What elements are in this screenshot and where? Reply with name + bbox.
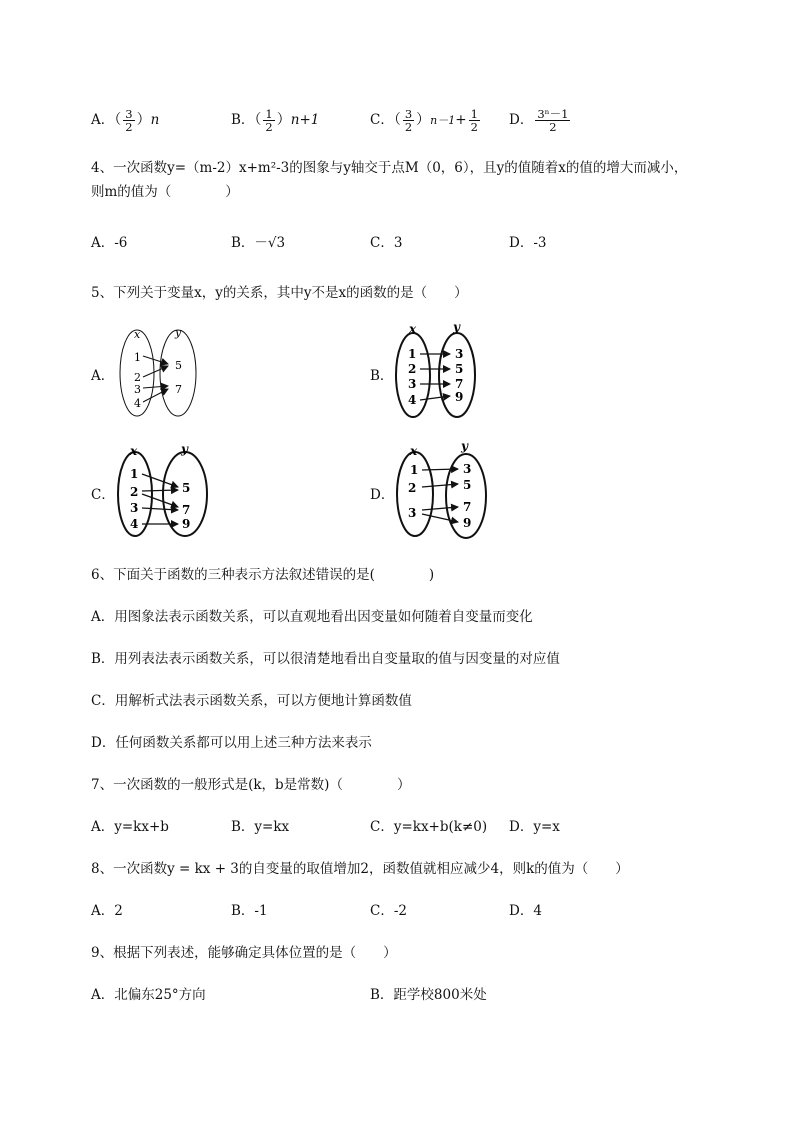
q3-option-b: B．（ $\frac{1}{2}$ ）n+1 <box>231 107 320 134</box>
diagram-a-y-label: y <box>175 326 182 339</box>
q6-option-c: C．用解析式法表示函数关系，可以方便地计算函数值 <box>91 693 412 709</box>
diagram-a-x-label: x <box>134 328 141 341</box>
q3-option-c: C．（ $\frac{3}{2}$ ）n－1+ $\frac{1}{2}$ <box>370 107 478 134</box>
diagram-a-x-ellipse <box>120 330 154 416</box>
diagram-c-x-label: x <box>130 444 138 458</box>
q5-stem: 5、下列关于变量x，y的关系，其中y不是x的函数的是（ ） <box>91 285 468 301</box>
svg-text:7: 7 <box>175 383 182 396</box>
q7-option-a: A．y=kx+b <box>91 819 169 835</box>
svg-text:9: 9 <box>455 390 464 404</box>
svg-text:4: 4 <box>130 517 139 531</box>
svg-text:5: 5 <box>455 362 464 376</box>
q4-option-a: A．-6 <box>91 235 128 251</box>
q6-option-d: D．任何函数关系都可以用上述三种方法来表示 <box>91 735 372 751</box>
svg-text:3: 3 <box>130 501 139 515</box>
diagram-d-y-label: y <box>461 439 468 453</box>
svg-text:3: 3 <box>455 347 464 361</box>
q6-stem: 6、下面关于函数的三种表示方法叙述错误的是( ) <box>91 567 435 583</box>
svg-text:9: 9 <box>463 516 472 530</box>
svg-text:7: 7 <box>455 377 464 391</box>
svg-text:1: 1 <box>130 467 139 481</box>
svg-text:2: 2 <box>134 371 141 384</box>
diagram-d-y-ellipse <box>446 454 486 538</box>
q4-stem-line2: 则m的值为（ ） <box>91 184 239 200</box>
svg-text:3: 3 <box>408 377 417 391</box>
diagram-c <box>118 452 207 536</box>
diagram-b-y-ellipse <box>439 333 475 417</box>
svg-text:1: 1 <box>408 347 417 361</box>
q9-option-a: A．北偏东25°方向 <box>91 987 206 1003</box>
svg-text:5: 5 <box>463 478 472 492</box>
q3-option-d-fraction: $\frac{\text{3ⁿ－1}}{2}$ <box>537 107 569 134</box>
q6-option-b: B．用列表法表示函数关系，可以很清楚地看出自变量取的值与因变量的对应值 <box>91 651 560 667</box>
svg-text:3: 3 <box>463 462 472 476</box>
q3-option-a-fraction: $\frac{3}{2}$ <box>125 107 133 134</box>
svg-text:1: 1 <box>134 351 141 364</box>
svg-text:2: 2 <box>408 481 417 495</box>
svg-text:9: 9 <box>182 517 191 531</box>
q6-option-a: A．用图象法表示函数关系，可以直观地看出因变量如何随着自变量而变化 <box>91 609 533 625</box>
q8-stem: 8、一次函数y = kx + 3的自变量的取值增加2，函数值就相应减少4，则k的值为（ ） <box>91 861 629 877</box>
q4-option-d: D．-3 <box>509 235 547 251</box>
svg-text:3: 3 <box>408 506 417 520</box>
q5-label-d: D． <box>370 487 395 503</box>
svg-text:5: 5 <box>182 481 191 495</box>
q5-label-c: C． <box>91 487 115 503</box>
diagram-c-y-label: y <box>181 442 188 456</box>
q3-option-a: A．（ $\frac{3}{2}$ ）n <box>91 107 160 134</box>
q7-option-c: C．y=kx+b(k≠0) <box>370 819 488 835</box>
q5-label-a: A． <box>91 368 115 384</box>
q8-option-c: C．-2 <box>370 903 407 919</box>
q3-option-a-label: A． <box>91 112 115 128</box>
q3-option-b-fraction: $\frac{1}{2}$ <box>265 107 273 134</box>
diagram-c-y-ellipse <box>163 452 207 536</box>
diagram-c-x-ellipse <box>118 452 152 536</box>
diagram-a-y-ellipse <box>160 330 196 416</box>
q7-option-b: B．y=kx <box>231 819 290 835</box>
svg-text:3: 3 <box>134 383 141 396</box>
diagram-d <box>397 452 486 538</box>
q3-option-c-half: $\frac{1}{2}$ <box>470 107 478 134</box>
q9-option-b: B．距学校800米处 <box>370 987 487 1003</box>
svg-text:2: 2 <box>408 362 417 376</box>
diagram-d-x-ellipse <box>397 452 433 536</box>
diagram-b-x-label: x <box>409 322 417 336</box>
q8-option-a: A．2 <box>91 903 123 919</box>
q8-option-d: D．4 <box>509 903 542 919</box>
q3-option-c-fraction: $\frac{3}{2}$ <box>404 107 413 134</box>
svg-text:4: 4 <box>408 393 417 407</box>
svg-text:4: 4 <box>134 397 141 410</box>
q5-label-b: B． <box>370 368 394 384</box>
q7-stem: 7、一次函数的一般形式是(k，b是常数)（ ） <box>91 777 411 793</box>
q7-option-d: D．y=x <box>509 819 560 835</box>
svg-text:1: 1 <box>410 463 419 477</box>
diagram-d-x-label: x <box>410 444 418 458</box>
diagram-a <box>120 330 196 416</box>
q4-stem-line1: 4、一次函数y=（m-2）x+m²-3的图象与y轴交于点M（0，6），且y的值随着x的值的增大而减小， <box>91 160 688 176</box>
svg-text:2: 2 <box>130 485 139 499</box>
q3-option-d: D． $\frac{\text{3ⁿ－1}}{2}$ <box>509 107 569 134</box>
diagram-b-y-label: y <box>453 320 460 334</box>
diagram-b-x-ellipse <box>396 333 430 417</box>
q4-option-c: C．3 <box>370 235 403 251</box>
q9-stem: 9、根据下列表述，能够确定具体位置的是（ ） <box>91 945 397 961</box>
svg-text:5: 5 <box>175 359 182 372</box>
svg-text:7: 7 <box>182 503 191 517</box>
q4-option-b: B．－√3 <box>231 235 286 251</box>
diagram-b <box>396 333 475 417</box>
q8-option-b: B．-1 <box>231 903 268 919</box>
svg-text:7: 7 <box>463 500 472 514</box>
